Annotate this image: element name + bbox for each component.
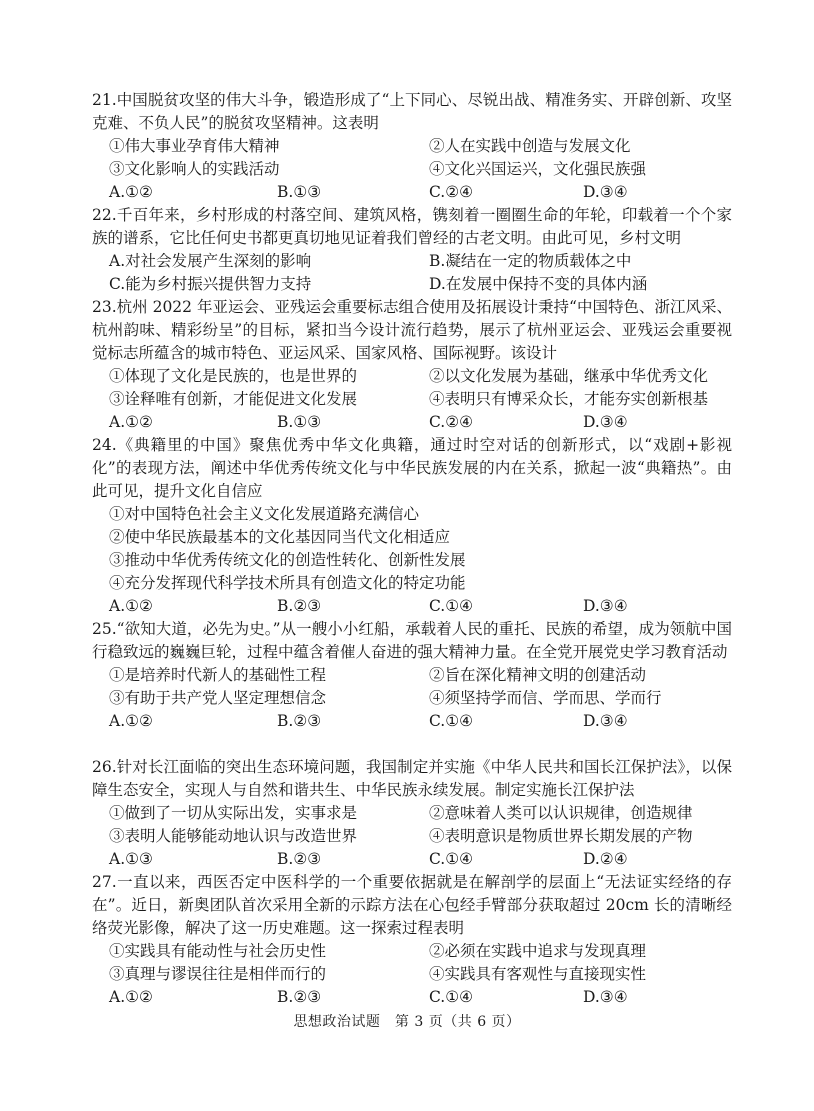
statement-row	[92, 388, 732, 411]
statement-row	[92, 687, 732, 710]
option-b: B.②③	[277, 988, 322, 1006]
statement-2: ②以文化发展为基础，继承中华优秀文化	[429, 367, 709, 385]
question-25	[92, 618, 732, 733]
statement-1: ①对中国特色社会主义文化发展道路充满信心	[109, 505, 420, 523]
statement-1: ①是培养时代新人的基础性工程	[109, 666, 327, 684]
question-stem: 26.针对长江面临的突出生态环境问题，我国制定并实施《中华人民共和国长江保护法》，以保障生态安全，实现人与自然和谐共生、中华民族永续发展。制定实施长江保护法	[92, 758, 732, 799]
answer-options	[92, 411, 732, 434]
question-stem: 24.《典籍里的中国》聚焦优秀中华文化典籍，通过时空对话的创新形式，以“戏剧+影视化”的表现方法，阐述中华优秀传统文化与中华民族发展的内在关系，掀起一波“典籍热”。由此可见，提升文化自信应	[92, 436, 732, 500]
option-c: C.②④	[429, 413, 474, 431]
option-c: C.能为乡村振兴提供智力支持	[109, 275, 312, 293]
statement-2: ②使中华民族最基本的文化基因同当代文化相适应	[109, 528, 451, 546]
statement-3: ③推动中华优秀传统文化的创造性转化、创新性发展	[109, 551, 466, 569]
option-a: A.①②	[109, 183, 153, 201]
option-b: B.凝结在一定的物质载体之中	[429, 252, 632, 270]
statement-3: ③诠释唯有创新，才能促进文化发展	[109, 390, 358, 408]
question-24	[92, 434, 732, 618]
option-a: A.①②	[109, 597, 153, 615]
option-c: C.①④	[429, 597, 474, 615]
statement-4: ④表明只有博采众长，才能夯实创新根基	[429, 390, 709, 408]
question-23	[92, 296, 732, 434]
option-c: C.①④	[429, 712, 474, 730]
answer-options	[92, 986, 732, 1009]
option-a: A.对社会发展产生深刻的影响	[109, 252, 312, 270]
page-footer: 思想政治试题 第 3 页（共 6 页）	[293, 1014, 521, 1030]
option-d: D.③④	[583, 183, 628, 201]
option-b: B.②③	[277, 850, 322, 868]
option-b: B.①③	[277, 413, 322, 431]
answer-options	[92, 595, 732, 618]
question-stem: 21.中国脱贫攻坚的伟大斗争，锻造形成了“上下同心、尽锐出战、精准务实、开辟创新、攻坚克难、不负人民”的脱贫攻坚精神。这表明	[92, 91, 732, 132]
statement-4: ④文化兴国运兴，文化强民族强	[429, 160, 647, 178]
statement-3: ③表明人能够能动地认识与改造世界	[109, 827, 358, 845]
option-d: D.③④	[583, 988, 628, 1006]
option-a: A.①②	[109, 413, 153, 431]
statement-2: ②人在实践中创造与发展文化	[429, 137, 631, 155]
statement-1: ①伟大事业孕育伟大精神	[109, 137, 280, 155]
statement-row	[92, 940, 732, 963]
statement-row	[92, 802, 732, 825]
statement-2: ②意味着人类可以认识规律，创造规律	[429, 804, 693, 822]
statement-4: ④充分发挥现代科学技术所具有创造文化的特定功能	[109, 574, 466, 592]
option-row	[92, 273, 732, 296]
option-c: C.①④	[429, 988, 474, 1006]
statement-row	[92, 825, 732, 848]
statement-2: ②旨在深化精神文明的创建活动	[429, 666, 647, 684]
question-22	[92, 204, 732, 296]
statement-4: ④表明意识是物质世界长期发展的产物	[429, 827, 693, 845]
statement-3: ③真理与谬误往往是相伴而行的	[109, 965, 327, 983]
option-row	[92, 250, 732, 273]
question-27	[92, 871, 732, 1009]
statement-3: ③文化影响人的实践活动	[109, 160, 280, 178]
option-d: D.③④	[583, 413, 628, 431]
statement-4: ④须坚持学而信、学而思、学而行	[429, 689, 662, 707]
answer-options	[92, 710, 732, 733]
question-stem: 27.一直以来，西医否定中医科学的一个重要依据就是在解剖学的层面上“无法证实经络的存在”。近日，新奥团队首次采用全新的示踪方法在心包经手臂部分获取超过 20cm 长的清晰经络荧光影像，解决了这一历史难题。这一探索过程表明	[92, 873, 732, 937]
question-stem: 23.杭州 2022 年亚运会、亚残运会重要标志组合使用及拓展设计秉持“中国特色、浙江风采、杭州韵味、精彩纷呈”的目标，紧扣当今设计流行趋势，展示了杭州亚运会、亚残运会重要视觉标志所蕴含的城市特色、亚运风采、国家风格、国际视野。该设计	[92, 298, 732, 362]
option-b: B.②③	[277, 712, 322, 730]
statement-2: ②必须在实践中追求与发现真理	[429, 942, 647, 960]
option-a: A.①②	[109, 988, 153, 1006]
statement-row	[92, 365, 732, 388]
option-c: C.②④	[429, 183, 474, 201]
statement-row	[92, 664, 732, 687]
option-d: D.③④	[583, 597, 628, 615]
statement-1: ①体现了文化是民族的，也是世界的	[109, 367, 358, 385]
statement-row	[92, 963, 732, 986]
option-d: D.在发展中保持不变的具体内涵	[429, 275, 648, 293]
answer-options	[92, 181, 732, 204]
question-stem: 25.“欲知大道，必先为史。”从一艘小小红船，承载着人民的重托、民族的希望，成为领航中国行稳致远的巍巍巨轮，过程中蕴含着催人奋进的强大精神力量。在全党开展党史学习教育活动	[92, 620, 732, 661]
statement-4: ④实践具有客观性与直接现实性	[429, 965, 647, 983]
option-b: B.②③	[277, 597, 322, 615]
statement-3: ③有助于共产党人坚定理想信念	[109, 689, 327, 707]
option-b: B.①③	[277, 183, 322, 201]
statement-row	[92, 158, 732, 181]
question-26	[92, 756, 732, 871]
option-d: D.③④	[583, 712, 628, 730]
question-21	[92, 89, 732, 204]
option-d: D.②④	[583, 850, 628, 868]
option-a: A.①②	[109, 712, 153, 730]
option-a: A.①③	[109, 850, 153, 868]
option-c: C.①④	[429, 850, 474, 868]
statement-row	[92, 135, 732, 158]
statement-1: ①实践具有能动性与社会历史性	[109, 942, 327, 960]
question-stem: 22.千百年来，乡村形成的村落空间、建筑风格，镌刻着一圈圈生命的年轮，印载着一个个家族的谱系，它比任何史书都更真切地见证着我们曾经的古老文明。由此可见，乡村文明	[92, 206, 732, 247]
statement-1: ①做到了一切从实际出发，实事求是	[109, 804, 358, 822]
answer-options	[92, 848, 732, 871]
